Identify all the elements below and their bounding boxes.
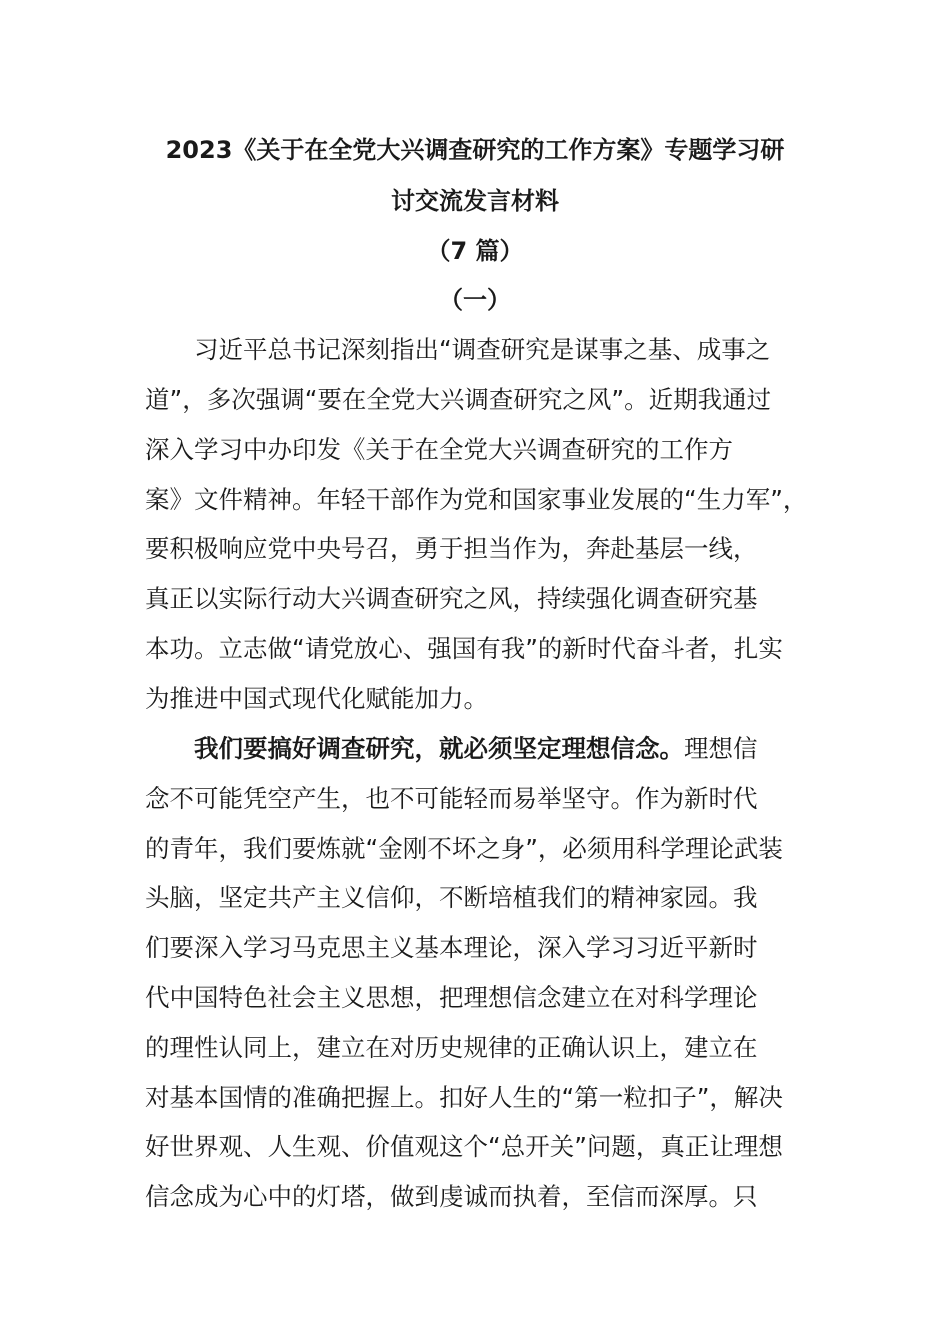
paragraph-2-line-10: 信念成为心中的灯塔，做到虔诚而执着，至信而深厚。只 bbox=[145, 1182, 758, 1211]
paragraph-1-line-1: 习近平总书记深刻指出“调查研究是谋事之基、成事之 bbox=[194, 335, 771, 364]
document-title-line-2: 讨交流发言材料 bbox=[391, 187, 559, 215]
paragraph-2-line-3: 的青年，我们要炼就“金刚不坏之身”，必须用科学理论武装 bbox=[145, 834, 783, 863]
paragraph-2-line-6: 代中国特色社会主义思想，把理想信念建立在对科学理论 bbox=[145, 983, 758, 1012]
paragraph-2-line-2: 念不可能凭空产生，也不可能轻而易举坚守。作为新时代 bbox=[145, 784, 758, 813]
paragraph-2-line-5: 们要深入学习马克思主义基本理论，深入学习习近平新时 bbox=[145, 933, 758, 962]
paragraph-2-lead-bold: 我们要搞好调查研究，就必须坚定理想信念。 bbox=[194, 734, 684, 763]
paragraph-1-line-6: 真正以实际行动大兴调查研究之风，持续强化调查研究基 bbox=[145, 584, 758, 613]
paragraph-2-line-1 bbox=[194, 733, 758, 765]
article-count: （7 篇） bbox=[426, 237, 524, 265]
paragraph-1-line-5: 要积极响应党中央号召，勇于担当作为，奔赴基层一线， bbox=[145, 534, 758, 563]
paragraph-1-line-3: 深入学习中办印发《关于在全党大兴调查研究的工作方 bbox=[145, 435, 733, 464]
paragraph-1-line-2: 道”，多次强调“要在全党大兴调查研究之风”。近期我通过 bbox=[145, 385, 772, 414]
paragraph-1-line-7: 本功。立志做“请党放心、强国有我”的新时代奋斗者，扎实 bbox=[145, 634, 783, 663]
document-title-line-1: 2023《关于在全党大兴调查研究的工作方案》专题学习研 bbox=[165, 136, 785, 164]
paragraph-2-line-7: 的理性认同上，建立在对历史规律的正确认识上，建立在 bbox=[145, 1033, 758, 1062]
paragraph-2-line-8: 对基本国情的准确把握上。扣好人生的“第一粒扣子”，解决 bbox=[145, 1083, 783, 1112]
section-heading: （一） bbox=[439, 286, 511, 314]
paragraph-2-line-9: 好世界观、人生观、价值观这个“总开关”问题，真正让理想 bbox=[145, 1132, 783, 1161]
paragraph-1-line-8: 为推进中国式现代化赋能加力。 bbox=[145, 684, 488, 713]
paragraph-2-lead-rest: 理想信 bbox=[684, 734, 758, 763]
paragraph-2-line-4: 头脑，坚定共产主义信仰，不断培植我们的精神家园。我 bbox=[145, 883, 758, 912]
paragraph-1-line-4: 案》文件精神。年轻干部作为党和国家事业发展的“生力军”， bbox=[145, 485, 808, 514]
